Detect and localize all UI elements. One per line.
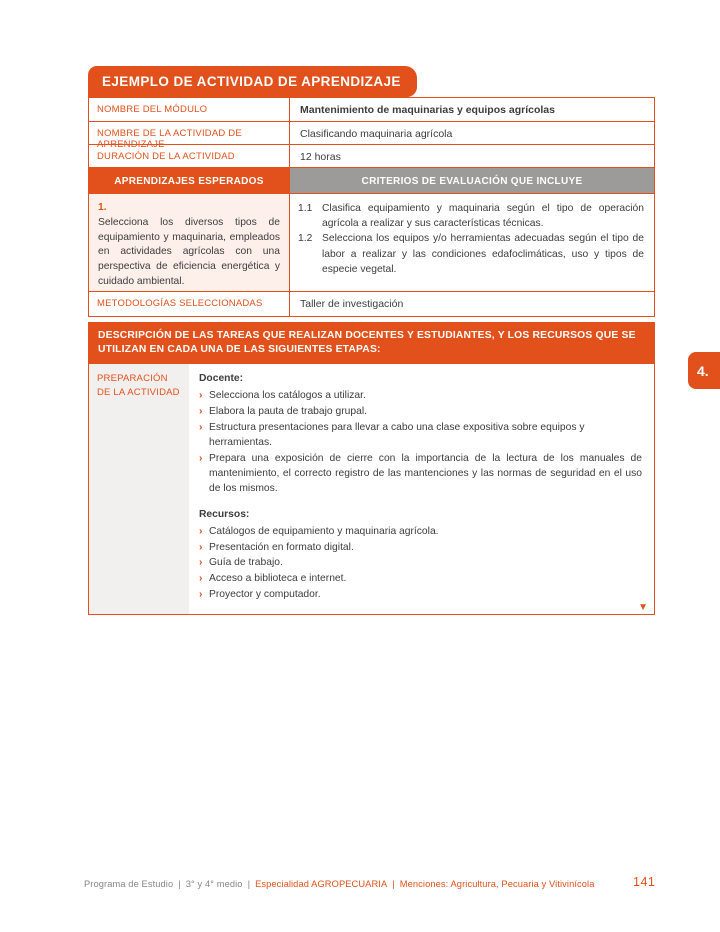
docente-title: Docente: [199,373,244,385]
list-item [199,452,642,497]
expected-learning-number: 1. [98,201,107,213]
list-item [199,421,642,451]
list-item [199,541,642,556]
recursos-item-text: Proyector y computador. [209,589,321,601]
criteria-cell [290,194,654,291]
evaluation-criteria-header: CRITERIOS DE EVALUACIÓN QUE INCLUYE [290,168,654,193]
chevron-bullet-icon: › [199,589,203,601]
docente-item-text: Prepara una exposición de cierre con la importancia de la lectura de los manuales de mantenimiento, el correcto registro de las mantenciones y las normas de seguridad en el uso de los mismos. [209,452,642,494]
duration-label: DURACIÓN DE LA ACTIVIDAD [89,145,290,167]
page-number: 141 [633,875,656,889]
docente-item-text: Estructura presentaciones para llevar a cabo una clase expositiva sobre equipos y herramientas. [209,422,585,449]
list-item [199,588,642,603]
recursos-title: Recursos: [199,508,250,520]
list-item [199,389,642,404]
methodology-value: Taller de investigación [300,297,404,310]
criterion-text: Selecciona los equipos y/o herramientas adecuadas según el tipo de labor a realizar y las condiciones edafoclimáticas, uso y tipos de especie vegetal. [322,233,644,276]
duration-value: 12 horas [300,150,341,163]
docente-item-text: Elabora la pauta de trabajo grupal. [209,406,367,418]
criterion-number: 1.1 [298,202,313,214]
chevron-bullet-icon: › [199,390,203,402]
footer-grade: 3° y 4° medio [185,879,243,889]
activity-table [88,97,655,317]
footer-separator: | [178,879,181,889]
list-item [199,572,642,587]
recursos-item-text: Presentación en formato digital. [209,541,354,553]
module-name-label: NOMBRE DEL MÓDULO [89,98,290,121]
preparation-content [189,364,654,614]
chevron-bullet-icon: › [199,573,203,585]
footer-program: Programa de Estudio [84,879,174,889]
footer-separator: | [247,879,251,889]
chevron-bullet-icon: › [199,452,203,464]
chevron-bullet-icon: › [199,422,203,434]
page-title: EJEMPLO DE ACTIVIDAD DE APRENDIZAJE [88,66,417,97]
criterion-item [298,201,644,232]
footer-specialty: Especialidad AGROPECUARIA [255,879,388,889]
recursos-item-text: Acceso a biblioteca e internet. [209,573,347,585]
footer-separator: | [392,879,395,889]
recursos-item-text: Catálogos de equipamiento y maquinaria agrícola. [209,525,439,537]
list-item [199,525,642,540]
expected-learning-cell [89,194,290,291]
chevron-bullet-icon: › [199,541,203,553]
activity-document [88,66,655,615]
list-item [199,556,642,571]
table-row [89,122,654,150]
chevron-bullet-icon: › [199,525,203,537]
criterion-item [298,231,644,277]
table-content-row [89,194,654,292]
criterion-number: 1.2 [298,233,313,245]
table-row [89,292,654,316]
preparation-label: PREPARACIÓN DE LA ACTIVIDAD [89,364,189,614]
chapter-tab-4[interactable]: 4. [688,352,720,389]
preparation-row [89,364,654,614]
footer [84,879,624,889]
table-header-row [89,168,654,194]
description-block [88,322,655,616]
footer-mentions: Menciones: Agricultura, Pecuaria y Vitivinícola [399,879,595,889]
methodology-label: METODOLOGÍAS SELECCIONADAS [89,292,290,316]
chevron-bullet-icon: › [199,406,203,418]
activity-name-label: NOMBRE DE LA ACTIVIDAD DE APRENDIZAJE [89,122,290,144]
activity-name-value: Clasificando maquinaria agrícola [300,127,453,140]
module-name-value: Mantenimiento de maquinarias y equipos agrícolas [300,103,555,116]
criterion-text: Clasifica equipamiento y maquinaria según el tipo de operación agrícola a realizar y sus características técnicas. [322,202,644,229]
docente-item-text: Selecciona los catálogos a utilizar. [209,390,366,402]
expected-learning-text: Selecciona los diversos tipos de equipamiento y maquinaria, empleados en actividades agrícolas con una perspectiva de eficiencia energética y cuidado ambiental. [98,217,280,287]
list-item [199,405,642,420]
table-row [89,98,654,122]
expected-learning-header: APRENDIZAJES ESPERADOS [89,168,290,193]
tasks-description-header: DESCRIPCIÓN DE LAS TAREAS QUE REALIZAN DOCENTES Y ESTUDIANTES, Y LOS RECURSOS QUE SE UTILIZAN EN CADA UNA DE LAS SIGUIENTES ETAPAS: [89,323,654,365]
continuation-arrow-icon: ▼ [638,602,648,614]
table-row [89,145,654,168]
chevron-bullet-icon: › [199,557,203,569]
recursos-item-text: Guía de trabajo. [209,557,283,569]
